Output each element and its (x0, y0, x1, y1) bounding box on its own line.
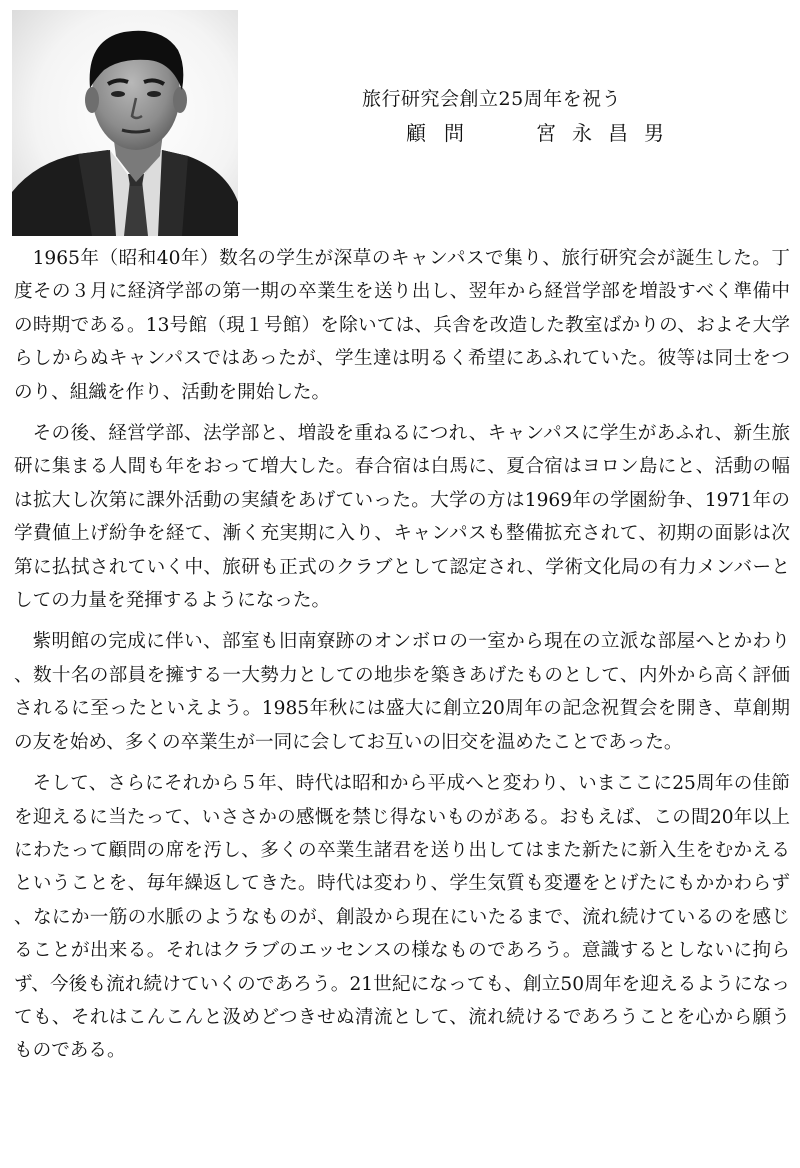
paragraph-4: そして、さらにそれから５年、時代は昭和から平成へと変わり、いまここに25周年の佳節を迎えるに当たって、いささかの感慨を禁じ得ないものがある。おもえば、この間20年以上にわたって顧問の席を汚し、多くの卒業生諸君を送り出してはまた新たに新入生をむかえるということを、毎年繰返してきた。時代は変わり、学生気質も変遷をとげたにもかかわらず、なにか一筋の水脈のようなものが、創設から現在にいたるまで、流れ続けているのを感じることが出来る。それはクラブのエッセンスの様なものであろう。意識するとしないに拘らず、今後も流れ続けていくのであろう。21世紀になっても、創立50周年を迎えるようになっても、それはこんこんと汲めどつきせぬ清流として、流れ続けるであろうことを心から願うものである。 (14, 773, 790, 1062)
paragraph-2: その後、経営学部、法学部と、増設を重ねるにつれ、キャンパスに学生があふれ、新生旅研に集まる人間も年をおって増大した。春合宿は白馬に、夏合宿はヨロン島にと、活動の幅は拡大し次第に課外活動の実績をあげていった。大学の方は1969年の学園紛争、1971年の学費値上げ紛争を経て、漸く充実期に入り、キャンパスも整備拡充されて、初期の面影は次第に払拭されていく中、旅研も正式のクラブとして認定され、学術文化局の有力メンバーとしての力量を発揮するようになった。 (14, 423, 790, 612)
article-title: 旅行研究会創立25周年を祝う (362, 88, 622, 110)
author-line (362, 120, 782, 146)
article-body (14, 242, 790, 1076)
paragraph-1: 1965年（昭和40年）数名の学生が深草のキャンパスで集り、旅行研究会が誕生した。丁度その３月に経済学部の第一期の卒業生を送り出し、翌年から経営学部を増設すべく準備中の時期である。13号館（現１号館）を除いては、兵舎を改造した教室ばかりの、およそ大学らしからぬキャンパスではあったが、学生達は明るく希望にあふれていた。彼等は同士をつのり、組織を作り、活動を開始した。 (14, 248, 790, 403)
author-name: 宮永昌男 (536, 121, 680, 145)
article-heading (362, 86, 782, 146)
paragraph-3: 紫明館の完成に伴い、部室も旧南寮跡のオンボロの一室から現在の立派な部屋へとかわり、数十名の部員を擁する一大勢力としての地歩を築きあげたものとして、内外から高く評価されるに至ったといえよう。1985年秋には盛大に創立20周年の記念祝賀会を開き、草創期の友を始め、多くの卒業生が一同に会してお互いの旧交を温めたことであった。 (14, 631, 790, 753)
author-portrait-photo (12, 10, 238, 236)
author-role: 顧問 (406, 121, 482, 145)
